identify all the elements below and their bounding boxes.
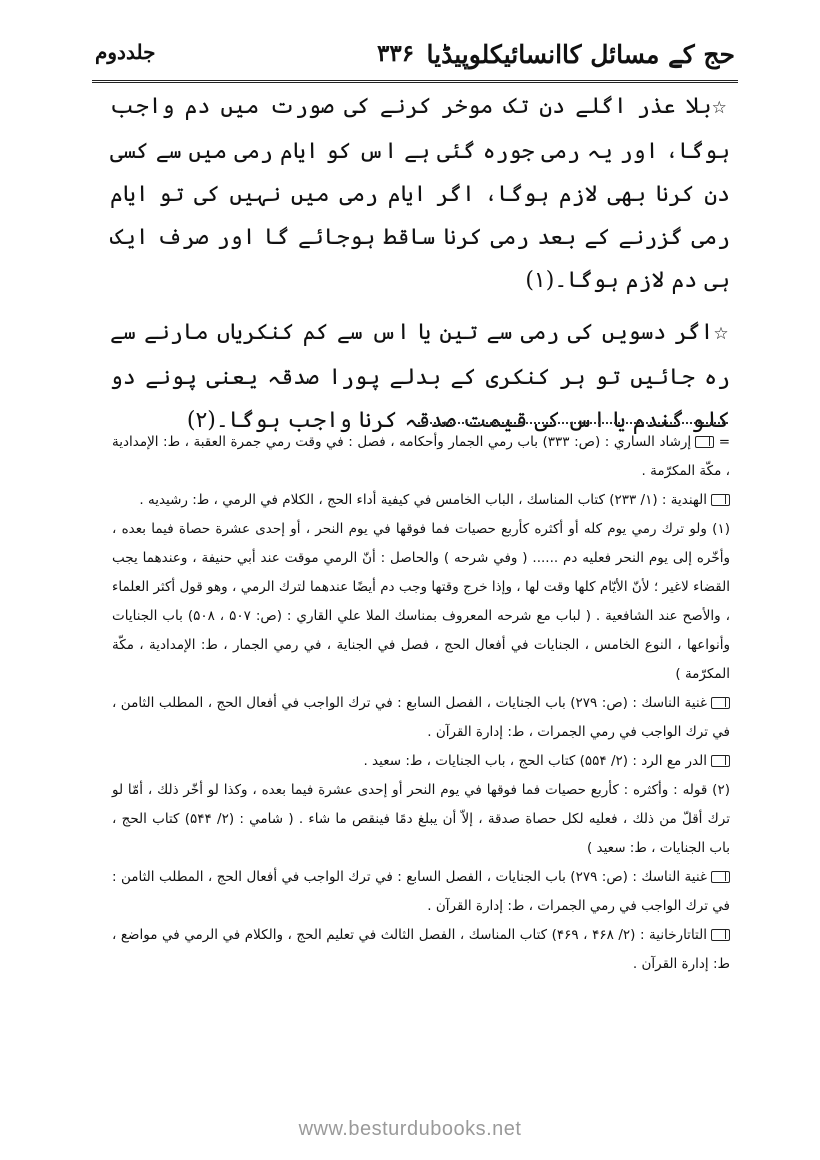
watermark: www.besturdubooks.net — [298, 1118, 522, 1140]
footnote — [112, 776, 730, 863]
header-divider — [92, 80, 738, 83]
paragraph-text: بلا عذر اگلے دن تک موخر کرنے کی صورت میں دم واجب ہوگا، اور یہ رمی جورہ گئی ہے اس کو ایام رمی میں سے کسی دن کرنا بھی لازم ہوگا، اگر ایام رمی میں نہیں کی تو ایام رمی گزرنے کے بعد رمی کرنا ساقط ہوجائے گا اور صرف ایک ہی دم لازم ہوگا۔(۱) — [110, 94, 730, 293]
main-text — [110, 85, 730, 442]
book-icon — [711, 494, 730, 506]
footnote-text: الهندية : (۱/ ۲۳۳) كتاب المناسك ، الباب الخامس في كيفية أداء الحج ، الكلام في الرمي ، ط: رشيديه . — [139, 492, 707, 508]
star-icon: ☆ — [711, 98, 730, 118]
footnote — [112, 486, 730, 515]
footnote-text: إرشاد الساري : (ص: ۳۳۳) باب رمي الجمار وأحكامه ، فصل : في وقت رمي جمرة العقبة ، ط: الإمدادية ، مكّة المكرّمة . — [112, 434, 730, 479]
book-title: حج کے مسائل کاانسائیکلوپیڈیا — [426, 40, 735, 69]
footnote-text: التاتارخانية : (۲/ ۴۶۸ ، ۴۶۹) كتاب المناسك ، الفصل الثالث في تعليم الحج ، والكلام في الرمي في مواضع ، ط: إدارة القرآن . — [112, 927, 730, 972]
footnote-text: الدر مع الرد : (۲/ ۵۵۴) كتاب الحج ، باب الجنايات ، ط: سعيد . — [363, 753, 707, 769]
paragraph-text: اگر دسویں کی رمی سے تین یا اس سے کم کنکریاں مارنے سے رہ جائیں تو ہر کنکری کے بدلے پورا صدقہ یعنی پونے دو کلو گندم یا اس کی قیمت صدقہ کرنا واجب ہوگا۔(۲) — [110, 320, 730, 433]
footnote — [112, 747, 730, 776]
footnote-text: غنية الناسك : (ص: ۲۷۹) باب الجنايات ، الفصل السابع : في ترك الواجب في أفعال الحج ، المطلب الثامن : في ترك الواجب في رمي الجمرات ، ط: إدارة القرآن . — [112, 869, 730, 914]
star-icon: ☆ — [713, 324, 730, 344]
book-icon — [711, 697, 730, 709]
footnote-text: (۱) ولو ترك رمي يوم كله أو أكثره كأربع حصيات فما فوقها في يوم النحر ، أو إحدى عشرة حصاة فيما بعده ، وأخّره إلى يوم النحر فعليه دم ...... ( وفي شرحه ) والحاصل : أنّ الرمي موقت عند أبي حنيفة ، وعندهما يجب القضاء لاغير ؛ لأنّ الأيّام كلها وقت لها ، وإذا خرج وقتها وجب دم أيضًا عندهما لترك الرمي ، وهو قول أكثر العلماء ، والأصح عند الشافعية . ( لباب مع شرحه المعروف بمناسك الملا علي القاري : (ص: ۵۰۷ ، ۵۰۸) باب الجنايات وأنواعها ، النوع الخامس ، الجنايات في أفعال الحج ، فصل في الجناية ، في رمي الجمار ، ط: الإمدادية ، مكّة المكرّمة ) — [112, 521, 730, 682]
page-number: ۳۳۶ — [377, 40, 415, 67]
footnote-divider — [413, 422, 728, 424]
book-icon — [711, 755, 730, 767]
volume-label: جلددوم — [95, 40, 156, 64]
continuation-mark: = — [718, 434, 731, 450]
footnote-text: (۲) قوله : وأكثره : كأربع حصيات فما فوقها في يوم النحر أو إحدى عشرة فيما بعده ، وكذا لو أخّر ذلك ، أمّا لو ترك أقلّ من ذلك ، فعليه لكل حصاة صدقة ، إلاّ أن يبلغ دمًا فينقص ما شاء . ( شامي : (۲/ ۵۴۴) كتاب الحج ، باب الجنايات ، ط: سعيد ) — [112, 782, 730, 856]
footnote — [112, 428, 730, 486]
book-icon — [711, 871, 730, 883]
footnotes — [112, 428, 730, 979]
footnote — [112, 515, 730, 689]
book-icon — [695, 436, 714, 448]
footnote — [112, 689, 730, 747]
page-header — [95, 38, 735, 78]
footnote-text: غنية الناسك : (ص: ۲۷۹) باب الجنايات ، الفصل السابع : في ترك الواجب في أفعال الحج ، المطلب الثامن ، في ترك الواجب في رمي الجمرات ، ط: إدارة القرآن . — [112, 695, 730, 740]
footnote — [112, 863, 730, 921]
footnote — [112, 921, 730, 979]
book-icon — [711, 929, 730, 941]
paragraph — [110, 85, 730, 302]
